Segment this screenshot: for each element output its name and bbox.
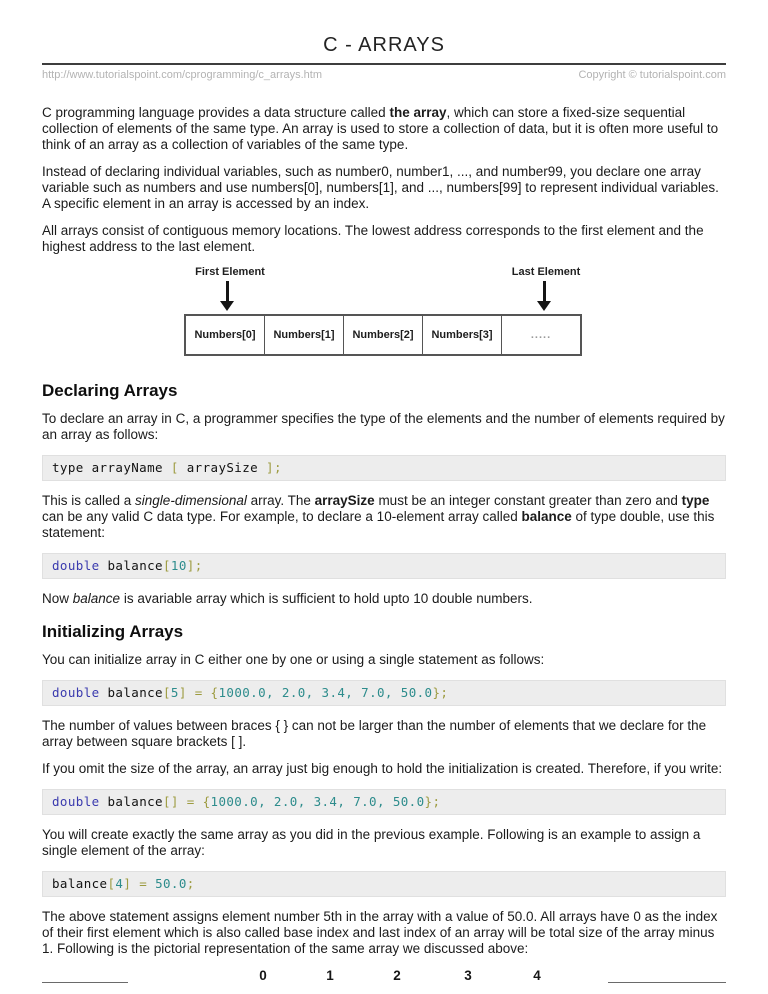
meta-row: [42, 69, 726, 81]
code-block: [42, 553, 726, 579]
code-block: [42, 455, 726, 481]
text-run: must be an integer constant greater than zero and: [374, 493, 682, 508]
paragraph: [42, 411, 726, 443]
code-token: 5: [170, 685, 179, 700]
code-block: [42, 871, 726, 897]
code-block: [42, 680, 726, 706]
text-run: If you omit the size of the array, an array just big enough to hold the initialization is created. Therefore, if you write:: [42, 761, 723, 776]
text-run: is avariable array which is sufficient to hold upto 10 double numbers.: [120, 591, 533, 606]
arrow-head: [537, 301, 551, 311]
array-cell: .....: [530, 329, 552, 341]
text-run: Instead of declaring individual variables, such as number0, number1, ..., and number99, you declare one array variable such as numbers and use numbers[0], numbers[1], and ..., numbers[99] to represent individual variables. A specific element in an array is accessed by an index.: [42, 164, 719, 211]
code-token: };: [432, 685, 449, 700]
code-token: ] =: [123, 876, 156, 891]
first-element-label: First Element: [195, 266, 265, 278]
array-diagram: [42, 266, 726, 366]
ruler-line-left: [42, 982, 128, 983]
index-label: 0: [259, 968, 267, 983]
arrow-stem: [543, 281, 546, 301]
bold-text: the array: [389, 105, 447, 120]
section-heading: Declaring Arrays: [42, 381, 178, 400]
text-run: All arrays consist of contiguous memory locations. The lowest address corresponds to the first element and the highest address to the last element.: [42, 223, 704, 254]
arrow-stem: [226, 281, 229, 301]
code-token: [: [170, 460, 179, 475]
paragraph: [42, 223, 726, 255]
text-run: You will create exactly the same array as you did in the previous example. Following is an example to assign a single element of the array:: [42, 827, 701, 858]
code-token: double: [52, 794, 100, 809]
array-cell: Numbers[3]: [423, 316, 502, 354]
document-body: [42, 105, 726, 994]
code-token: balance: [99, 558, 163, 573]
down-arrow-icon: [537, 281, 551, 311]
array-cell: Numbers[0]: [186, 316, 265, 354]
code-token: ];: [266, 460, 282, 475]
last-element-label: Last Element: [511, 266, 581, 278]
code-token: type arrayName: [52, 460, 171, 475]
paragraph: [42, 591, 726, 607]
code-token: 10: [170, 558, 187, 573]
bold-text: type: [681, 493, 710, 508]
text-run: , which can store a fixed-size sequential collection of elements of the same type. An array is used to store a collection of data, but it is often more useful to think of an array as a collection of variables of the same type.: [42, 105, 719, 152]
code-token: ] = {: [178, 685, 219, 700]
text-run: The above statement assigns element number 5th in the array with a value of 50.0. All arrays have 0 as the index of their first element which is also called base index and last index of an array will be total size of the array minus 1. Following is the pictorial representation of the same array we discussed above:: [42, 909, 718, 956]
paragraph: [42, 909, 726, 957]
section-heading: Initializing Arrays: [42, 622, 184, 641]
paragraph: [42, 827, 726, 859]
paragraph: [42, 164, 726, 212]
index-label: 4: [533, 968, 541, 983]
text-run: can be any valid C data type. For example, to declare a 10-element array called: [42, 509, 522, 524]
paragraph: [42, 105, 726, 153]
italic-text: balance: [72, 591, 121, 606]
index-label: 2: [393, 968, 401, 983]
code-token: [] = {: [162, 794, 211, 809]
code-token: 4: [115, 876, 124, 891]
page-header: [42, 34, 726, 81]
code-token: arraySize: [178, 460, 267, 475]
text-run: This is called a: [42, 493, 136, 508]
code-token: ;: [186, 876, 195, 891]
bold-text: balance: [521, 509, 572, 524]
code-token: ];: [186, 558, 203, 573]
code-token: 1000.0, 2.0, 3.4, 7.0, 50.0: [210, 794, 425, 809]
code-token: 50.0: [155, 876, 187, 891]
code-token: [: [162, 685, 171, 700]
source-url: http://www.tutorialspoint.com/cprogramming/c_arrays.htm: [42, 69, 322, 81]
paragraph: [42, 652, 726, 668]
copyright-text: Copyright © tutorialspoint.com: [578, 69, 726, 81]
code-token: };: [424, 794, 441, 809]
paragraph: [42, 493, 726, 541]
italic-text: single-dimensional: [135, 493, 247, 508]
code-token: 1000.0, 2.0, 3.4, 7.0, 50.0: [218, 685, 433, 700]
code-token: [: [107, 876, 116, 891]
array-cell: Numbers[1]: [265, 316, 344, 354]
arrow-head: [220, 301, 234, 311]
index-label: 1: [326, 968, 334, 983]
code-block: [42, 789, 726, 815]
text-run: Now: [42, 591, 73, 606]
index-label: 3: [464, 968, 472, 983]
code-token: double: [52, 685, 100, 700]
ruler-line-right: [608, 982, 726, 983]
array-table: [184, 314, 582, 356]
index-ruler: [42, 968, 726, 994]
text-run: To declare an array in C, a programmer specifies the type of the elements and the number of elements required by an array as follows:: [42, 411, 725, 442]
paragraph: [42, 718, 726, 750]
text-run: of type double, use this statement:: [42, 509, 715, 540]
down-arrow-icon: [220, 281, 234, 311]
code-token: balance: [99, 685, 163, 700]
title-rule: [42, 63, 726, 65]
code-token: balance: [52, 876, 108, 891]
array-cell: Numbers[2]: [344, 316, 423, 354]
text-run: C programming language provides a data structure called: [42, 105, 390, 120]
code-token: double: [52, 558, 100, 573]
code-token: balance: [99, 794, 163, 809]
paragraph: [42, 761, 726, 777]
text-run: array. The: [246, 493, 315, 508]
page-title: C - ARRAYS: [323, 34, 445, 56]
code-token: [: [162, 558, 171, 573]
diagram-box: [184, 266, 584, 362]
text-run: You can initialize array in C either one by one or using a single statement as follows:: [42, 652, 545, 667]
text-run: The number of values between braces { } can not be larger than the number of elements that we declare for the array between square brackets [ ].: [42, 718, 707, 749]
bold-text: arraySize: [314, 493, 375, 508]
